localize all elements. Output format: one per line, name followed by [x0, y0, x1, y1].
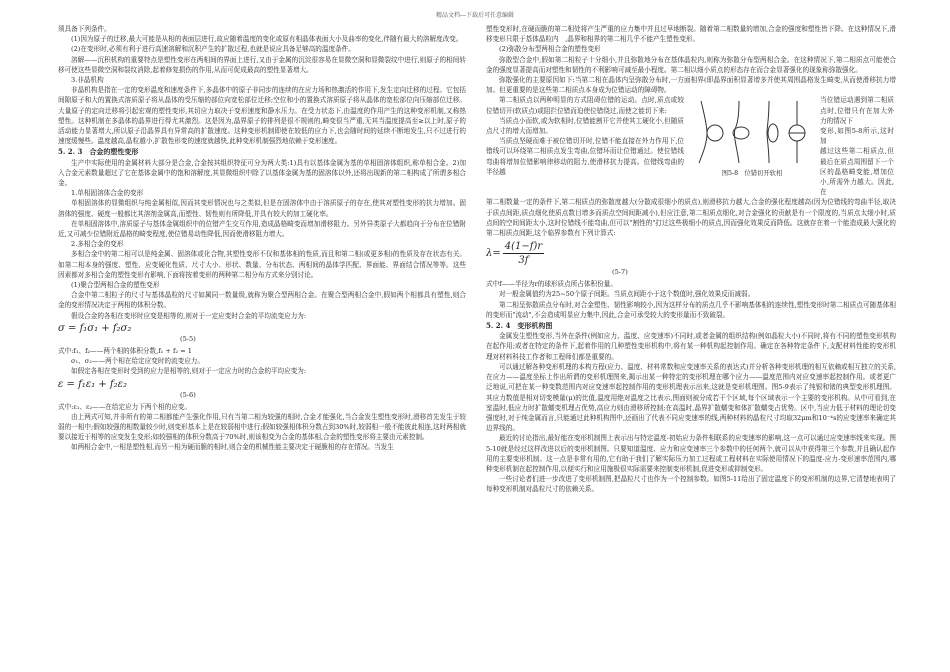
formula-numerator: 4(1−f)r: [504, 241, 543, 253]
paragraph: 多相合金中的第二相可以是纯金属、固溶体或化合物,其塑性变形不仅和基体相的性质,而且和第二相(或更多相)的性质及存在状态有关。如第二相本身的强度、塑性、应变硬化性质、尺寸大小、形状、数量、分布状态、两相间的晶体学匹配、界面能、界面结合情况等等。这些因素都对多相合金的塑性变形有影响,下面将按着变形的两种第二相分布方式来分别讨论。: [58, 250, 466, 279]
figure-caption: 图5-8 位错切开软相: [721, 170, 783, 178]
paragraph: 合金中第二相粒子的尺寸与基体晶粒的尺寸如属同一数量级,就称为聚合型两相合金。在聚合型两相合金中,假如两个相都具有塑性,则合金的变形情况决定于两相的体积分数。: [58, 291, 466, 310]
paragraph: 弥散型合金中,假如第二相粒子十分细小,并且弥散地分布在基体晶粒内,则称为弥散分布型两相合金。在这种情况下,第二相质点可能使合金的强度显著提高而对塑性和韧性的不利影响可减至最小程度。第二相以细小质点的形态存在而合金显著强化的现象称弥散强化。: [486, 55, 896, 74]
paragraph: 第二相呈弥散质点分布时,对合金塑性、韧性影响较小,因为这样分布的质点几乎不影响基体相的连续性,塑性变形时第二相质点可随基体相的变形而"流动",不会造成明显应力集中,因此,合金可承受较大的变形量而不致破裂。: [486, 300, 896, 319]
section-heading: 5. 2. 3 合金的塑性变形: [58, 147, 139, 157]
paragraph: 可以通过解各种变形机理的本构方程(应力、温度、材料常数和应变速率关系的表达式)并分析各种变形机理的相互依赖或相互独立的关系,在应力——温度坐标上作出所谓的变形机理图来,揭示出某一种特定的变形机理在哪个应力——温度范围内对应变速率起控制作用。或者更广泛地说,可把在某一种变数范围内对应变速率起控制作用的变形机理表示出来,这就是变形机理图。图5-9表示了纯银和锗的典型变形机理图。其应力数值是相对切变模量(μ)的比值,温度用绝对温度之比表示,图面则被分成若干个区域,每个区域表示一个主要的变形机构。从中可看到,在室温时,低应力时扩散蠕变机理占优势,高应力则由滑移所控制;在高温时,晶界扩散蠕变和体扩散蠕变占优势。区中,当应力低于材料的理论切变强度时,对于纯金属而言,只能通过此种机构图中,还画出了代表不同应变速率的线,两种材料的晶粒尺寸均取32μm和10⁻⁴s的应变速率来确定其边界线的。: [486, 362, 896, 433]
paragraph: 越过这些第二相质点,但最后在质点周围留下一个区的晶格畸变能,增加位小,所需外力越大。因此,在: [820, 147, 894, 197]
paragraph: 须具备下列条件。: [58, 25, 111, 33]
dislocation-cutting-illustration: [693, 97, 811, 167]
dislocation-line: [699, 101, 707, 163]
left-column: [58, 24, 466, 664]
dislocation-line: [734, 101, 739, 163]
paragraph: 第二相质点以两种明显的方式阻碍位错的运动。点时,质点或较位错切开(软质点)或阻拦位错而迫使位错绕过,而使之能切下来:: [486, 96, 684, 115]
subheading: 2.多相合金的变形: [71, 240, 124, 249]
paragraph: 非晶机构是指在一定的变形温度和速度条件下,多晶体中的原子非同步的连续的在应力场和热激活的作用下,发生定向迁移的过程。它包括间隙原子和大的置换式溶质原子将从晶体的受压缩的部位向宽松部位迁移;空位和小的置换式溶质原子将从晶体的宽松部位向压缩部位迁移。大量原子的定向迁移将引起宏观的塑性变形,其切应力取决于变形速度和静水压力。在受力状态下,由温度的作用产生的这种变形机制,又称热塑性。这种机制在多晶体的晶界进行得尤其激烈。这是因为,晶界原子的排列是很不规则的,畸变很当严重,无其当温度提高至≥以上时,原子的活动能力显著增大,所以原子沿晶界具有异常高的扩散速度。这种变形机制即使在较低的应力下,也会随时间的延续不断地发生,只不过进行的速度缓慢些。温度越高,晶粒越小,扩散性形变的速度就越快,此种变形机制强烈地依赖于变形速度。: [58, 86, 466, 146]
paragraph: 溶解——沉积机构的重要特点是塑性变形在两相间的界面上进行,又由于金属的沉淀很容易在显微空洞和显微裂纹中进行,则原子的相间转移可使这些显微空洞和裂纹消除,起着修复损伤的作用,从而可促成最高的塑性显著增大。: [58, 55, 466, 74]
subheading: 3.非晶机构: [71, 76, 104, 85]
paragraph: 当质点坚硬而难于被位错切开时,位错不能直接在外力作用下,位错线可以环绕第二相质点发生弯曲,位错环而让位错通过。使位错线弯曲将增加位错影响律移动的阻力,使滑移抗力提高。位错线弯曲的半径越: [486, 137, 684, 176]
paragraph: 单相固溶体的显微组织与纯金属相似,因而其变形情况也与之类似,但是在固溶体中由于溶质原子的存在,使其对塑性变形的抗力增加。固溶体的强度、硬度一般都比其溶剂金属高,而塑性、韧性则有所降低,并具有较大的加工硬化率。: [58, 199, 466, 218]
particle: [707, 125, 723, 141]
formula-lhs: λ=: [486, 248, 501, 260]
paragraph: 假设合金的各相在变形时应变是相等的,则对于一定应变时合金的平均流变应力为:: [71, 311, 307, 320]
paragraph: 对一般金属值约为25~50个原子间距。当质点间距小于这个数值时,强化效果反而减弱。: [499, 290, 755, 299]
paragraph: 变形,如图5-8所示,这时加: [820, 127, 894, 146]
paragraph: 生产中实际使用的金属材料大部分是合金,合金按其组织特征可分为两大类:1)具有以基体金属为基的单相固溶体组织,称单相合金。2)加入合金元素数量超过了它在基体金属中的饱和溶解度,其显微组织中除了以基体金属为基的固溶体以外,还将出现新的第二相构成了所谓多相合金。: [58, 158, 466, 188]
paragraph: 式中:f₁、f₂——两个相的体积分数,f₁ + f₂ = 1: [58, 346, 192, 355]
formula-5-7: [486, 240, 896, 267]
formula-number: (5-5): [180, 334, 196, 343]
paragraph: 第二相数量一定的条件下,第二相质点的弥散度越大(分散成很细小的质点),则滑移抗力越大,合金的强化程度越高(因为位错线的弯曲半径,取决于质点间距,质点细化使质点数目增多而质点空间间距减小),但应注意,第二相质点细化,对合金强化的贡献是有一个限度的,当质点太细小时,质点间的空间间距太小,这时位错线不能弯曲,但可以"割性的"打过这些极细小的质点,因而强化效果反而降低。这就存在着一个能造成最大强化的第二相质点间距,这个临界参数有下列计算式:: [486, 198, 896, 238]
paragraph: 式中:ε₁、ε₂——在给定应力下两个相的应变。: [58, 402, 192, 411]
section-heading: 5. 2. 4 变形机构图: [486, 321, 553, 331]
figure-5-8: [690, 95, 814, 197]
subheading: (1)聚合型两相合金的塑性变形: [71, 281, 160, 290]
formula-number: (5-7): [612, 268, 628, 277]
figure-side-text: [820, 95, 894, 197]
paragraph: 一些讨论者们进一步改进了变形机制图,把晶粒尺寸也作为一个控制参数。如图5-11给出了固定温度下的变形机制的边界,它清楚地表明了每种变形机制对晶粒尺寸的依赖关系。: [486, 475, 896, 494]
paragraph: 当质点小而软,或为软相时,位错能割开它并使其工硬化小,但随质点尺寸的增大而增加。: [486, 116, 684, 136]
paragraph: 当位错运动遇到第二相质点时,位错只有在加大外力的情况下: [820, 96, 894, 125]
paragraph: 如两相合金中,一相是塑性相,而另一相为硬而脆的相时,则合金的机械性能主要决定于硬脆相的存在情况。当发生: [71, 443, 394, 452]
paragraph: 由上两式可知,并非所有的第二相都能产生强化作用,只有当第二相为较强的相时,合金才能强化,当合金发生塑性变形时,滑移首先发生于较弱的一相中;假如较强的相数量较少时,则变形基本上是在较弱相中进行;假如较强相体积分数占到30%时,较弱相一般不能彼此相连,这时两相就要以接近于相等的应变发生变形;如较强相的体积分数高于70%时,则该相变为合金的基体相,合金的塑性变形将主要由元素控制。: [58, 412, 466, 442]
particle: [733, 127, 749, 139]
subheading: 1.单相固溶体合金的变形: [71, 189, 144, 198]
particle: [768, 124, 778, 142]
figure-wrap-text: [486, 95, 684, 197]
formula-5-6: ε = f₁ε₁ + f₂ε₂: [58, 378, 128, 390]
paragraph: 金属发生塑性变形,当外在条件(例如应力、温度、应变速率)不同时,或者金属的组织结构(例如晶粒大小)不同时,将有不同的塑性变形机构在起作用;或者在特定的条件下,起着作用的几种塑性变形机构中,将有某一种机构起控制作用。确定在各种特定条件下,支配材料性能的变形机理对材料科技工作者和工程师们都是重要的。: [486, 332, 896, 361]
paragraph: 弥散强化的主要原因如下:当第二相在晶体内呈弥散分布时,一方面相界(即晶界面积显著增多并使其周围晶格发生畸变,从而使滑移抗力增加。但更重要的是这些第二相质点本身成为位错运动的障碍物。: [486, 76, 896, 95]
right-column: [486, 24, 896, 664]
page-header: 精品文档---下载后可任意编辑: [435, 12, 515, 19]
subheading: (2)弥散分布型两相合金的塑性变形: [499, 45, 601, 54]
formula-number: (5-6): [180, 390, 196, 399]
paragraph: 塑性变形时,在硬而脆的第二相处将产生严重的应力集中并且过早地断裂。随着第二相数量的增加,合金的强度和塑性皆下降。在这种情况下,滑移变形只限于基体晶粒内 ,晶界和相界的第二相几乎不能产生塑性变形。: [486, 25, 896, 44]
paragraph: 式中f——半径为r的球形质点所占体积份量。: [486, 280, 617, 289]
paragraph: (1)因为原子的迁移,最大可能是从相的表面层进行,故应随着温度的变化或原有相晶体表面大小及曲率的变化,伴随有最大的溶解度改变。: [71, 35, 463, 44]
paragraph: 如假定各相在变形时受到的应力是相等的,则对于一定应力时的合金的平均应变为:: [71, 367, 307, 376]
paragraph: 最近的讨论指出,最好能在变形机制图上表示出与特定温度-初始应力条件相联系的应变速率的影响,这一点可以通过应变速率线来实现。图5-10就是经过这样改进以后的变形机制图。只要知道温度、应力和应变速率三个参数中的任何两个,就可以从中获得第三个参数,并且确认起作用的主要变形机制。这一点是非常有用的,它有助于我们了解实际压力加工过程或工程材料在实际使用情况下的温度-应力-变形速率范围内,哪种变形机制在起控制作用,以便实行和应用施极很实际需要来控制变形机制,促进变形或抑制变形。: [486, 434, 896, 473]
formula-denominator: 3f: [518, 255, 529, 267]
figure-block: [486, 95, 896, 197]
paragraph: 在单相固溶体中,溶质原子与基体金属组织中的位错产生交互作用,造成晶格畸变而增加滑移阻力。另外异类原子大都趋向于分布在位错附近,又可减少位错附近晶格的畸变程度,使位错易动性降低,因而使滑移阻力增大。: [58, 219, 466, 239]
formula-fraction: [503, 240, 544, 267]
paragraph: σ₁、σ₂——两个相在给定应变时的流变应力。: [71, 357, 204, 366]
paragraph: (2)在变形时,必须有利于进行高速溶解和沉积产生的扩散过程,也就是说应具备足够高的温度条件。: [71, 45, 355, 54]
formula-5-5: σ = f₁σ₁ + f₂σ₂: [58, 322, 132, 334]
